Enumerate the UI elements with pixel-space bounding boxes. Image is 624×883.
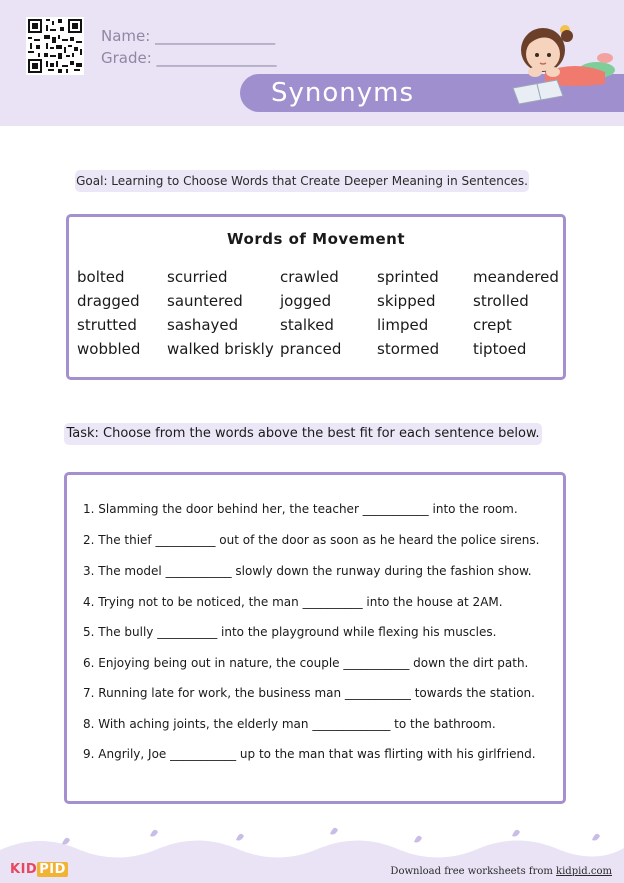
sentences-box <box>64 472 566 804</box>
word-bank-word: stalked <box>280 316 334 334</box>
word-bank-word: skipped <box>377 292 436 310</box>
name-field: Name: ________________ <box>101 27 276 45</box>
word-bank-word: bolted <box>77 268 125 286</box>
sentence-item: 3. The model ___________ slowly down the runway during the fashion show. <box>83 564 532 578</box>
word-bank-word: wobbled <box>77 340 141 358</box>
word-bank-word: strutted <box>77 316 137 334</box>
task-instruction: Task: Choose from the words above the best fit for each sentence below. <box>64 423 542 445</box>
word-bank-box <box>66 214 566 380</box>
goal-statement: Goal: Learning to Choose Words that Create Deeper Meaning in Sentences. <box>75 170 529 192</box>
word-bank-word: sprinted <box>377 268 439 286</box>
word-bank-word: sauntered <box>167 292 243 310</box>
word-bank-word: strolled <box>473 292 529 310</box>
word-bank-word: scurried <box>167 268 228 286</box>
word-bank-word: walked briskly <box>167 340 274 358</box>
logo-accent-text: PID <box>39 862 66 877</box>
sentence-item: 5. The bully __________ into the playground while flexing his muscles. <box>83 625 497 639</box>
word-bank-word: stormed <box>377 340 440 358</box>
word-bank-word: limped <box>377 316 429 334</box>
grade-field: Grade: ________________ <box>101 49 277 67</box>
sentence-item: 7. Running late for work, the business man ___________ towards the station. <box>83 686 535 700</box>
sentence-item: 2. The thief __________ out of the door as soon as he heard the police sirens. <box>83 533 540 547</box>
page-title: Synonyms <box>271 78 415 108</box>
word-bank-word: jogged <box>280 292 332 310</box>
word-bank-title: Words of Movement <box>227 230 405 248</box>
kidpid-link[interactable]: kidpid.com <box>556 866 612 877</box>
word-bank-word: tiptoed <box>473 340 527 358</box>
word-bank-word: pranced <box>280 340 342 358</box>
logo-main-text: KID <box>10 862 38 877</box>
sentence-item: 6. Enjoying being out in nature, the couple ___________ down the dirt path. <box>83 656 529 670</box>
word-bank-word: meandered <box>473 268 559 286</box>
sentence-item: 1. Slamming the door behind her, the teacher ___________ into the room. <box>83 502 518 516</box>
sentence-item: 9. Angrily, Joe ___________ up to the man that was flirting with his girlfriend. <box>83 747 536 761</box>
footer-note-prefix: Download free worksheets from <box>390 866 557 877</box>
girl-reading-illustration <box>505 10 615 110</box>
kidpid-logo <box>10 862 68 877</box>
sentence-item: 4. Trying not to be noticed, the man __________ into the house at 2AM. <box>83 595 503 609</box>
qr-code-icon <box>26 17 84 75</box>
word-bank-word: crept <box>473 316 512 334</box>
word-bank-word: crawled <box>280 268 339 286</box>
word-bank-word: dragged <box>77 292 140 310</box>
word-bank-word: sashayed <box>167 316 239 334</box>
footer-download-note <box>390 866 612 877</box>
sentence-item: 8. With aching joints, the elderly man _____________ to the bathroom. <box>83 717 496 731</box>
